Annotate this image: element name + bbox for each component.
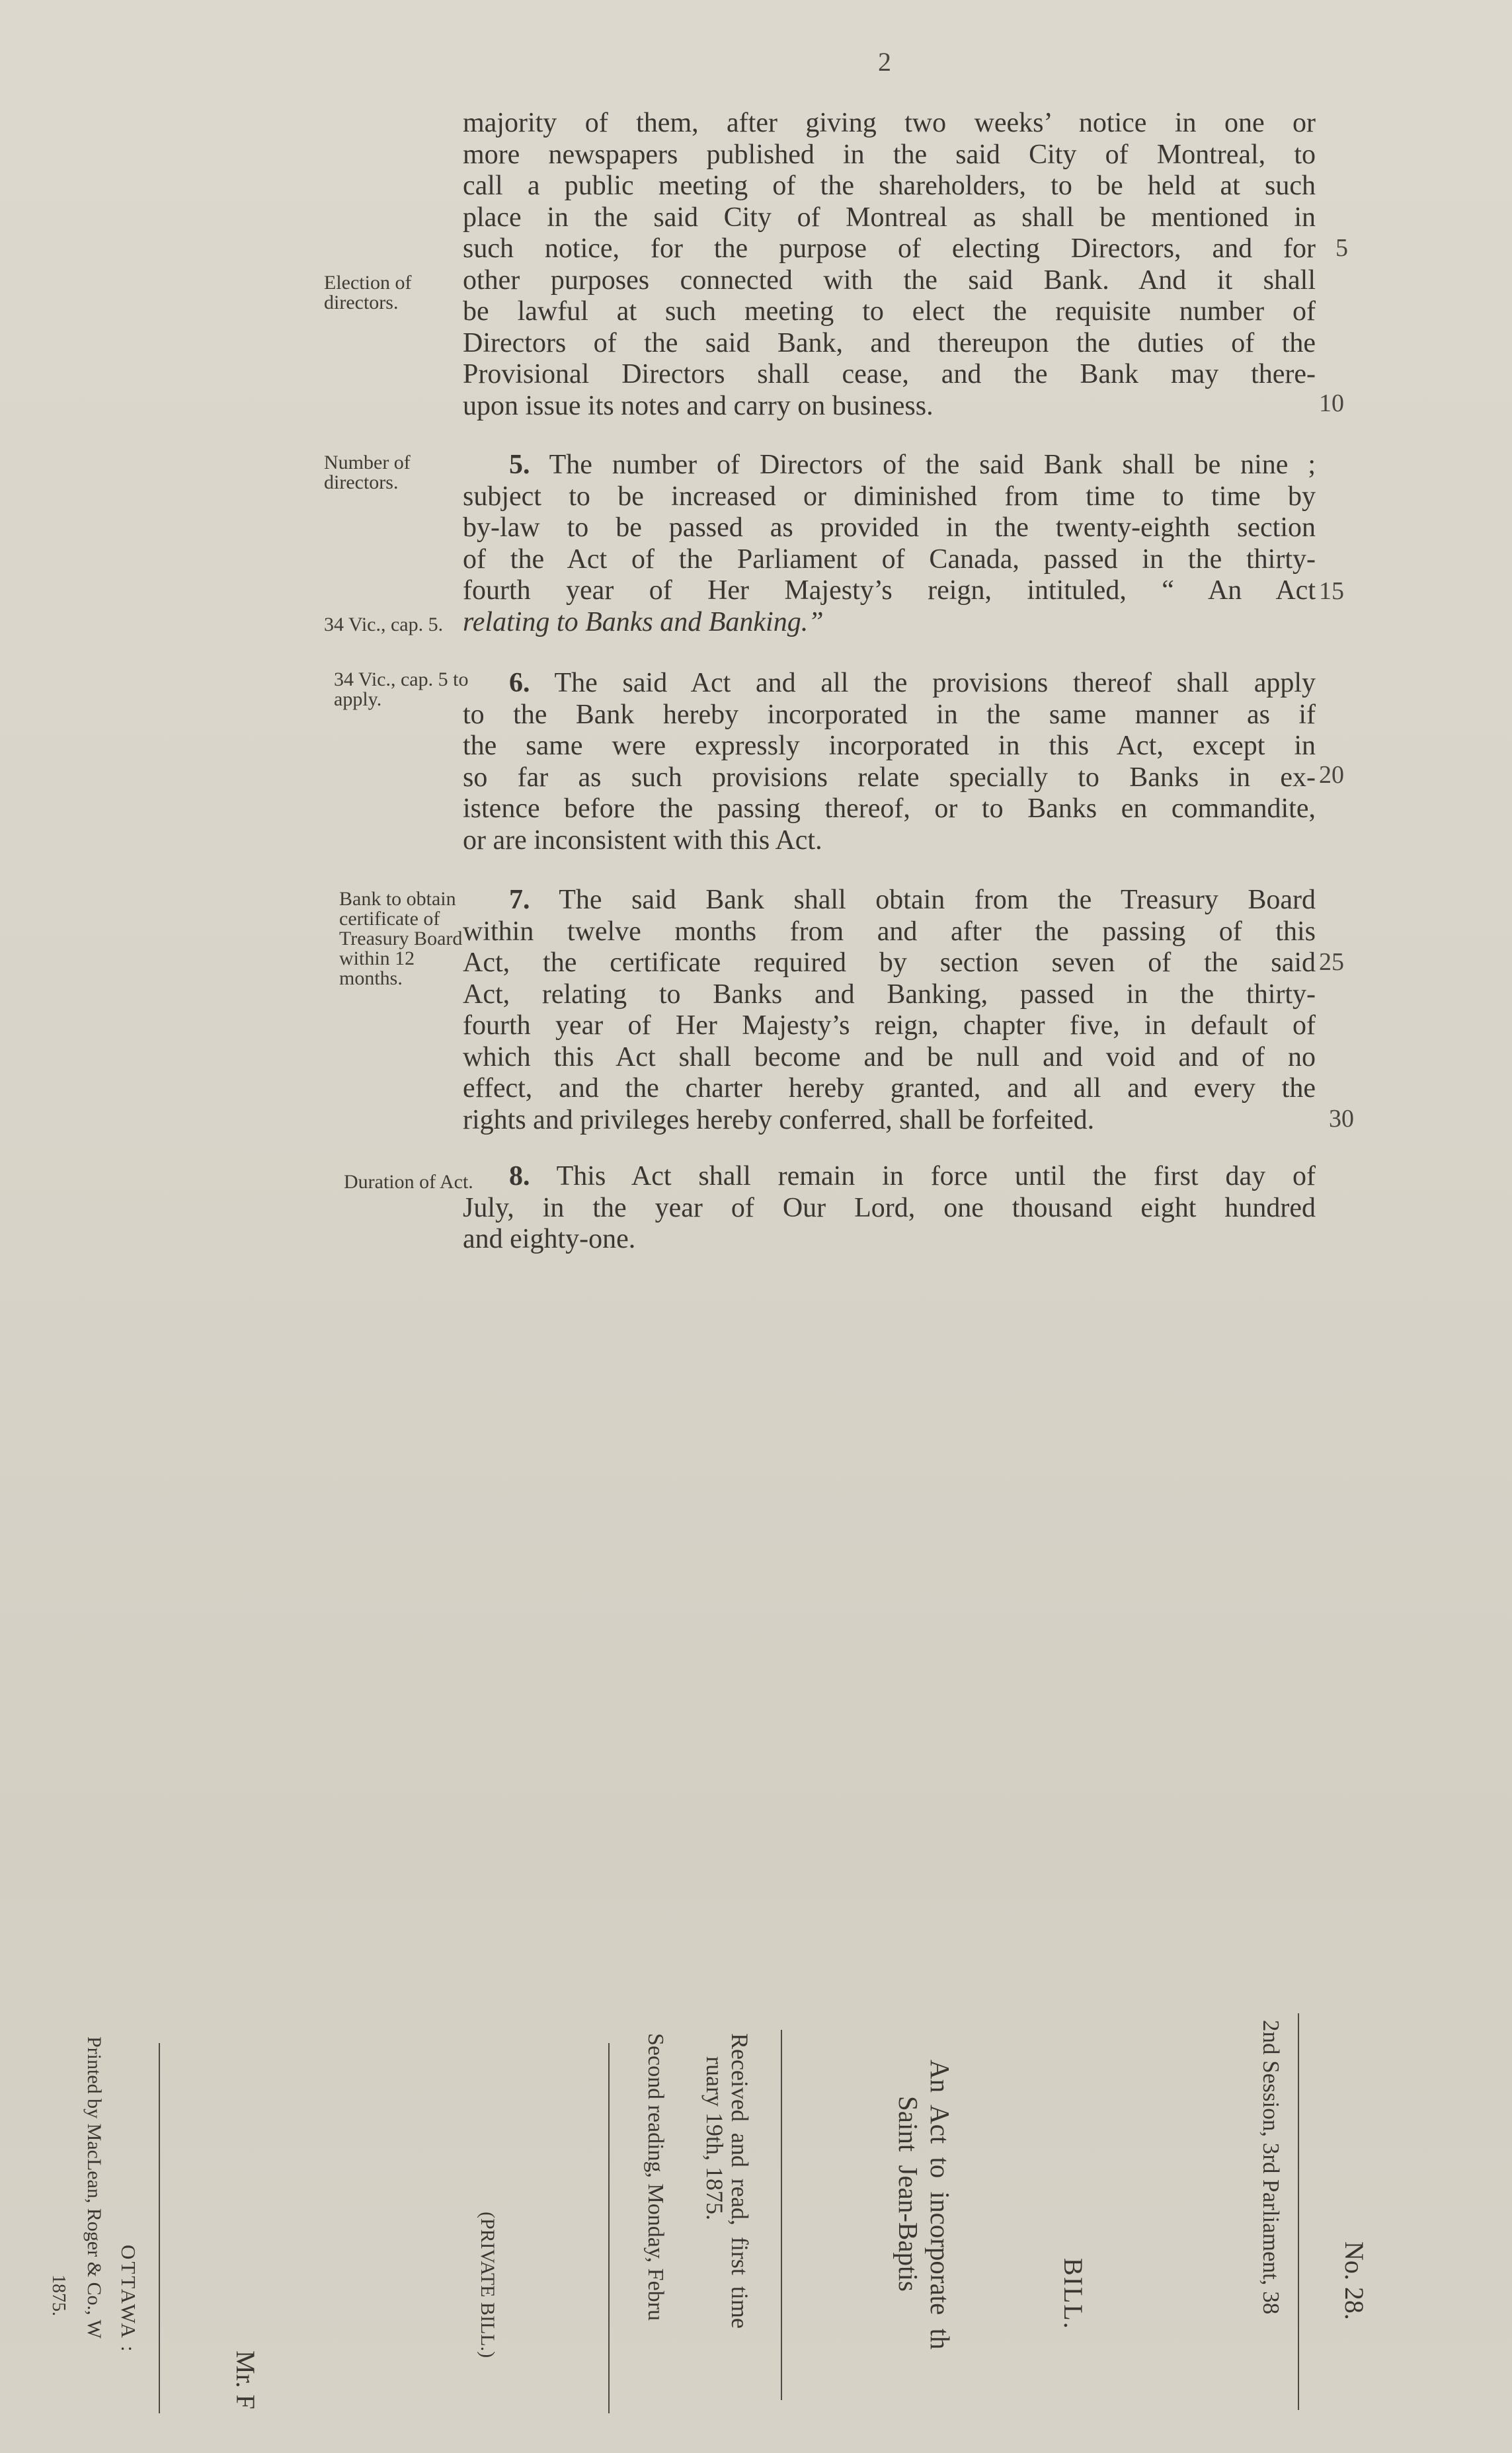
- line-number-5: 5: [1335, 234, 1348, 262]
- text-line: other purposes connected with the said Bank. And it shall: [463, 264, 1316, 296]
- text-line: to the Bank hereby incorporated in the same manner as if: [463, 699, 1316, 730]
- line-number-15: 15: [1319, 577, 1344, 605]
- section-number: 8.: [509, 1161, 530, 1191]
- text-line: call a public meeting of the shareholders, to be held at such: [463, 171, 1316, 201]
- text-line: The said Act and all the provisions thereof shall apply: [554, 668, 1316, 698]
- section-number: 6.: [509, 668, 530, 698]
- cover-imprint-year: 1875.: [48, 2274, 69, 2316]
- cover-received-line2: ruary 19th, 1875.: [701, 2056, 728, 2220]
- section-number: 5.: [509, 450, 530, 480]
- margin-note-treasury-board: Bank to obtain certificate of Treasury Board within 12 months.: [339, 888, 463, 989]
- margin-note-34-vic: 34 Vic., cap. 5.: [324, 614, 444, 635]
- cover-received-line1: Received and read, first time: [727, 2033, 753, 2329]
- text-line: Directors of the said Bank, and thereupon the duties of the: [463, 327, 1316, 358]
- line-number-10: 10: [1319, 389, 1344, 417]
- text-line: or are inconsistent with this Act.: [463, 824, 822, 856]
- text-line: so far as such provisions relate specially to Banks in ex-: [463, 762, 1316, 793]
- section-5: [463, 450, 1316, 638]
- cover-imprint-city: OTTAWA :: [117, 2245, 140, 2354]
- text-line: rights and privileges hereby conferred, shall be forfeited.: [463, 1104, 1095, 1135]
- text-line: relating to Banks and Banking.”: [463, 606, 824, 637]
- cover-bill-number: No. 28.: [1339, 2241, 1369, 2320]
- text-line: within twelve months from and after the passing of this: [463, 916, 1316, 947]
- text-line: This Act shall remain in force until the first day of: [556, 1161, 1316, 1191]
- text-line: upon issue its notes and carry on business.: [463, 390, 934, 421]
- cover-title-line1: An Act to incorporate th: [925, 2060, 955, 2350]
- text-line: The number of Directors of the said Bank shall be nine ;: [549, 450, 1316, 480]
- text-line: effect, and the charter hereby granted, and all and every the: [463, 1073, 1316, 1104]
- section-8: [463, 1161, 1316, 1256]
- cover-sponsor: Mr. F: [231, 2351, 260, 2409]
- text-line: The said Bank shall obtain from the Treasury Board: [559, 885, 1316, 915]
- margin-note-duration: Duration of Act.: [344, 1171, 473, 1193]
- text-line: Act, the certificate required by section seven of the said: [463, 947, 1316, 978]
- margin-note-number-of-directors: Number of directors.: [324, 452, 411, 493]
- cover-rule: [159, 2043, 160, 2413]
- section-7: [463, 885, 1316, 1136]
- text-line: such notice, for the purpose of electing Directors, and for: [463, 233, 1316, 264]
- cover-rule: [1298, 2013, 1299, 2410]
- margin-note-act-to-apply: 34 Vic., cap. 5 to apply.: [334, 668, 469, 710]
- page-number: 2: [878, 47, 891, 77]
- text-line: istence before the passing thereof, or to Banks en commandite,: [463, 793, 1316, 824]
- text-line: be lawful at such meeting to elect the requisite number of: [463, 296, 1316, 327]
- cover-session: 2nd Session, 3rd Parliament, 38: [1258, 2020, 1284, 2315]
- paragraph-continuation: [463, 108, 1316, 422]
- cover-title-line2: Saint Jean-Baptis: [893, 2096, 924, 2292]
- section-6: [463, 668, 1316, 856]
- text-line: and eighty-one.: [463, 1224, 636, 1254]
- text-line: of the Act of the Parliament of Canada, passed in the thirty-: [463, 543, 1316, 575]
- text-line: Provisional Directors shall cease, and the Bank may there-: [463, 359, 1316, 389]
- line-number-30: 30: [1329, 1105, 1354, 1133]
- text-line: majority of them, after giving two weeks’ notice in one or: [463, 108, 1316, 138]
- line-number-20: 20: [1319, 761, 1344, 789]
- line-number-25: 25: [1319, 948, 1344, 976]
- text-line: subject to be increased or diminished from time to time by: [463, 481, 1316, 512]
- text-line: which this Act shall become and be null and void and of no: [463, 1041, 1316, 1072]
- text-line: fourth year of Her Majesty’s reign, intituled, “ An Act: [463, 575, 1316, 606]
- text-line: by-law to be passed as provided in the twenty-eighth section: [463, 512, 1316, 543]
- cover-rule: [781, 2030, 782, 2400]
- text-line: July, in the year of Our Lord, one thousand eight hundred: [463, 1192, 1316, 1223]
- text-line: fourth year of Her Majesty’s reign, chapter five, in default of: [463, 1010, 1316, 1041]
- text-line: Act, relating to Banks and Banking, passed in the thirty-: [463, 979, 1316, 1010]
- cover-second-reading: Second reading, Monday, Febru: [643, 2033, 668, 2321]
- text-line: more newspapers published in the said City of Montreal, to: [463, 139, 1316, 170]
- cover-bill-label: BILL.: [1058, 2258, 1088, 2330]
- section-number: 7.: [509, 885, 530, 915]
- cover-rule: [608, 2043, 610, 2413]
- text-line: place in the said City of Montreal as shall be mentioned in: [463, 202, 1316, 233]
- cover-imprint-printer: Printed by MacLean, Roger & Co., W: [83, 2036, 105, 2339]
- cover-private-bill: (PRIVATE BILL.): [477, 2212, 498, 2358]
- text-line: the same were expressly incorporated in this Act, except in: [463, 731, 1316, 761]
- margin-note-election: Election of directors.: [324, 272, 412, 313]
